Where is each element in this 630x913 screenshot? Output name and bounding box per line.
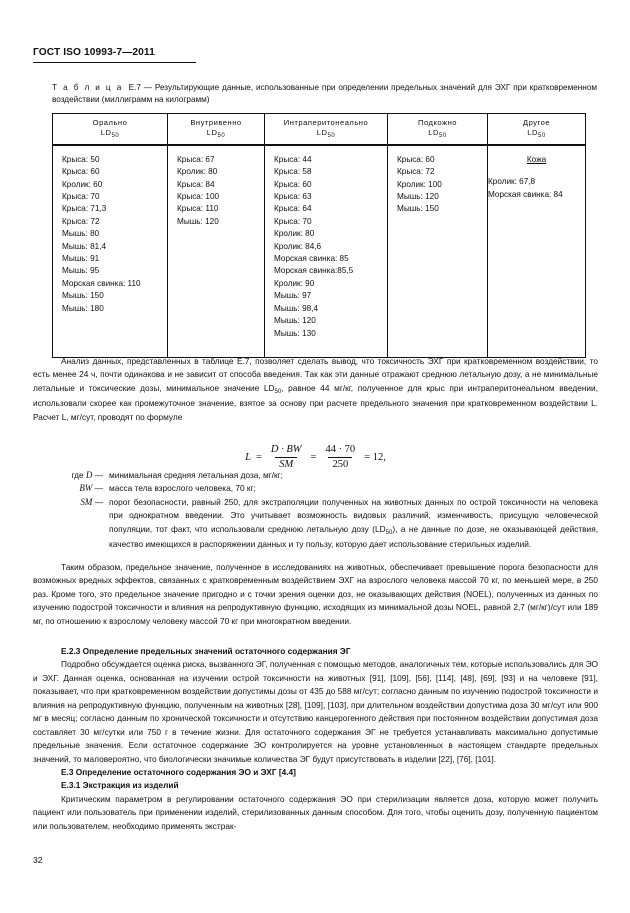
table-data-row [53,145,586,358]
table-caption-text: — Результирующие данные, использованные при определении предельных значений для ЭХГ при кратковременном воздействии (миллиграмм на килограмм) [52,83,597,104]
definitions-block [33,469,598,552]
table-caption-label: Т а б л и ц а [52,83,123,92]
standard-header: ГОСТ ISO 10993-7—2011 [33,47,155,58]
column-header-intraperitoneal-title: Интраперитонеально [283,118,369,127]
column-header-oral [53,114,168,145]
heading-e3: Е.3 Определение остаточного содержания ЭО и ЭХГ [4.4] [61,767,296,777]
column-header-subcutaneous [388,114,488,145]
paragraph-e23: Подробно обсуждается оценка риска, вызванного ЭГ, полученная с помощью методов, аналогичных тем, которые использовались для ЭО и ЭХГ. Данная оценка, основанная на изучении острой токсичности на животных [91], [109], [56], [114], [48], [69], [93] и на человеке [91], показывает, что при кратковременном воздействии допустимы дозы от 435 до 588 мг/сут; согласно данным по изучению подострой токсичности и влияния на репродуктивную функцию, полученным на животных [28], [109], [103], при длительном воздействии допустима доза 30 мг/сут или 900 мг в месяц; согласно данным по хронической токсичности и отсутствию канцерогенного действия при постоянном воздействии допустимая доза составляет 30 мг/сутки или 750 г в течение жизни. Для остаточного содержания ЭГ не требуется устанавливать максимально допустимые предельные значения. Если остаточное содержание ЭО контролируется на уровне установленных в настоящем стандарте предельных значений, то маловероятно, что биологически значимые количества ЭГ будут присутствовать в изделии [22], [76], [101]. [33,659,598,764]
formula-numerator-2: 44 · 70 [325,444,356,455]
list-item: Крыса: 50 [62,154,100,164]
formula-denominator-2: 250 [328,457,352,471]
list-intraperitoneal [274,154,387,340]
list-item: Кролик: 60 [62,179,103,189]
column-header-other-ld: LD [527,128,539,138]
definition-text-bw: масса тела взрослого человека, 70 кг; [109,483,256,494]
column-header-intraperitoneal-ld: LD [316,128,328,138]
list-item: Морская свинка: 85 [274,254,349,264]
list-item: Крыса: 70 [62,192,100,202]
list-item: Морская свинка: 110 [62,278,141,288]
list-item: Мышь: 80 [62,229,100,239]
list-item: Крыса: 60 [274,179,312,189]
paragraph-analysis-block [33,355,598,424]
formula-block [33,444,598,471]
definition-text-d: минимальная средняя летальная доза, мг/кг; [109,470,283,480]
paragraph-analysis: Анализ данных, представленных в таблице Е.7, позволяет сделать вывод, что токсичность ЭХГ при кратковременном воздействии, то есть менее 24 ч, почти одинакова и не зависит от способа введения. Так как эти данные отражают среднюю летальную дозу, а не минимальные летальные и токсические дозы, минимальное значение $LD_{50}$, равное 44 мг/кг, полученное для крыс при интраперитонеальном введении, использовали скорее как промежуточное значение, взятое за основу при расчете предельного значения при кратковременном воздействии L. Расчет L, мг/сут, проводят по формуле [33,356,598,422]
list-item: Крыса: 67 [177,154,215,164]
header-underline [33,62,196,63]
formula-equals-1: = [255,452,262,464]
formula-fraction-1 [267,444,306,471]
list-item: Мышь: 120 [177,216,219,226]
cell-other [488,145,586,358]
list-item: Крыса: 72 [62,216,100,226]
column-header-oral-ld: LD [100,128,112,138]
column-header-subcutaneous-ld: LD [428,128,440,138]
heading-e23: Е.2.3 Определение предельных значений остаточного содержания ЭГ [61,646,351,656]
list-subcutaneous [397,154,487,216]
definition-dash-d: — [94,470,103,480]
column-header-other [488,114,586,145]
list-item: Крыса: 72 [397,167,435,177]
list-item: Морская свинка:85,5 [274,266,354,276]
definition-symbol-sm: SM [80,496,93,507]
list-item: Крыса: 60 [62,167,100,177]
column-header-intraperitoneal [265,114,388,145]
list-item: Крыса: 58 [274,167,312,177]
column-header-subcutaneous-title: Подкожно [418,118,457,127]
column-header-subcutaneous-sub: 50 [439,133,447,140]
list-item: Крыса: 70 [274,216,312,226]
definition-row-sm [33,496,598,552]
list-item: Мышь: 150 [397,204,439,214]
list-item: Кролик: 80 [177,167,218,177]
limit-formula [245,444,386,471]
list-other [488,176,585,201]
list-item: Мышь: 95 [62,266,100,276]
definition-symbol-d: D [85,470,93,480]
list-item: Мышь: 97 [274,291,312,301]
list-item: Кролик: 80 [274,229,315,239]
list-item: Мышь: 81,4 [62,241,107,251]
column-header-other-sub: 50 [538,133,546,140]
definition-dash-bw: — [94,483,103,494]
list-item: Крыса: 63 [274,192,312,202]
list-item: Крыса: 71,3 [62,204,107,214]
definition-dash-sm: — [94,496,103,507]
list-item: Кролик: 67,8 [488,177,536,187]
list-item: Крыса: 64 [274,204,312,214]
list-item: Мышь: 91 [62,254,100,264]
column-header-oral-sub: 50 [111,133,120,140]
cell-intravenous [168,145,265,358]
list-item: Крыса: 84 [177,179,215,189]
list-item: Мышь: 120 [397,192,439,202]
paragraph-e31: Критическим параметром в регулировании остаточного содержания ЭО при стерилизации является доза, которую может получить пациент или пользователь при применении изделий, стерилизованных данным способом. Для того, чтобы оценить дозу, полученную пациентом или пользователем, необходимо применять экстрак- [33,793,598,831]
cell-other-subheading: Кожа [526,154,547,164]
definition-symbol-bw: BW [79,483,93,494]
list-item: Кролик: 90 [274,278,315,288]
list-item: Мышь: 120 [274,316,316,326]
list-intravenous [177,154,264,228]
paragraph-thus-block [33,561,598,628]
list-item: Крыса: 44 [274,154,312,164]
section-e3 [33,766,598,833]
column-header-other-title: Другое [522,118,551,127]
definition-lead-sm [33,496,109,509]
page-number: 32 [33,855,43,865]
column-header-intraperitoneal-sub: 50 [327,133,336,140]
list-item: Кролик: 84,6 [274,241,322,251]
formula-fraction-2 [321,444,359,471]
definition-lead-d [33,469,109,482]
cell-subcutaneous [388,145,488,358]
formula-equals-2: = [310,452,317,464]
list-item: Мышь: 98,4 [274,303,319,313]
table-caption [52,82,597,105]
definition-prefix-where: где [71,470,84,480]
column-header-oral-title: Орально [92,118,128,127]
column-header-intravenous [168,114,265,145]
cell-oral [53,145,168,358]
column-header-intravenous-ld: LD [206,128,218,138]
formula-lhs: L [245,452,251,464]
list-item: Мышь: 180 [62,303,104,313]
list-item: Крыса: 60 [397,154,435,164]
cell-intraperitoneal [265,145,388,358]
formula-result: = 12, [364,452,386,464]
definition-row-bw [33,482,598,495]
table-header-row [53,114,586,145]
paragraph-thus: Таким образом, предельное значение, полученное в исследованиях на животных, обеспечивает превышение порога безопасности для возможных вредных эффектов, связанных с кратковременным воздействием ЭХГ на взрослого человека массой 70 кг, по меньшей мере, в 250 раз. Кроме того, это предельное значение пригодно и с точки зрения оценки доз, не оказывающих действия (NOEL), полученных из данных по изучению подострой токсичности и влияния на репродуктивную функцию, исходящих из минимальной дозы NOEL, равной 2,7 (мг/кг)/сут или 189 мг, по отношению к взрослому человеку массой 70 кг при многократном введении. [33,562,598,626]
list-item: Морская свинка: 84 [488,189,563,199]
list-item: Крыса: 100 [177,192,220,202]
list-item: Мышь: 150 [62,291,104,301]
column-header-intravenous-title: Внутривенно [190,118,242,127]
list-item: Крыса: 110 [177,204,219,214]
table-caption-number: Е.7 [128,83,141,92]
results-table [52,113,586,358]
definition-lead-bw [33,482,109,495]
column-header-intravenous-sub: 50 [217,133,226,140]
formula-numerator-1: D · BW [270,444,302,455]
list-oral [62,154,167,315]
definition-row-d [33,469,598,482]
definition-text-sm: порог безопасности, равный 250, для экстраполяции полученных на животных данных по острой токсичности на человека при однократном введении. Это учитывает возможность видовых различий, изменчивость, присущую человеческой популяции, тот факт, что использовали среднюю летальную дозу $(LD_{50})$, а не данные по дозе, не оказывающей действия, качество имеющихся в распоряжении данных и ту пользу, которую дает использование стерильных изделий. [109,496,598,550]
section-e23 [33,645,598,766]
list-item: Мышь: 130 [274,328,316,338]
heading-e31: Е.3.1 Экстракция из изделий [61,780,179,791]
list-item: Кролик: 100 [397,179,442,189]
formula-denominator-1: SM [275,457,297,471]
